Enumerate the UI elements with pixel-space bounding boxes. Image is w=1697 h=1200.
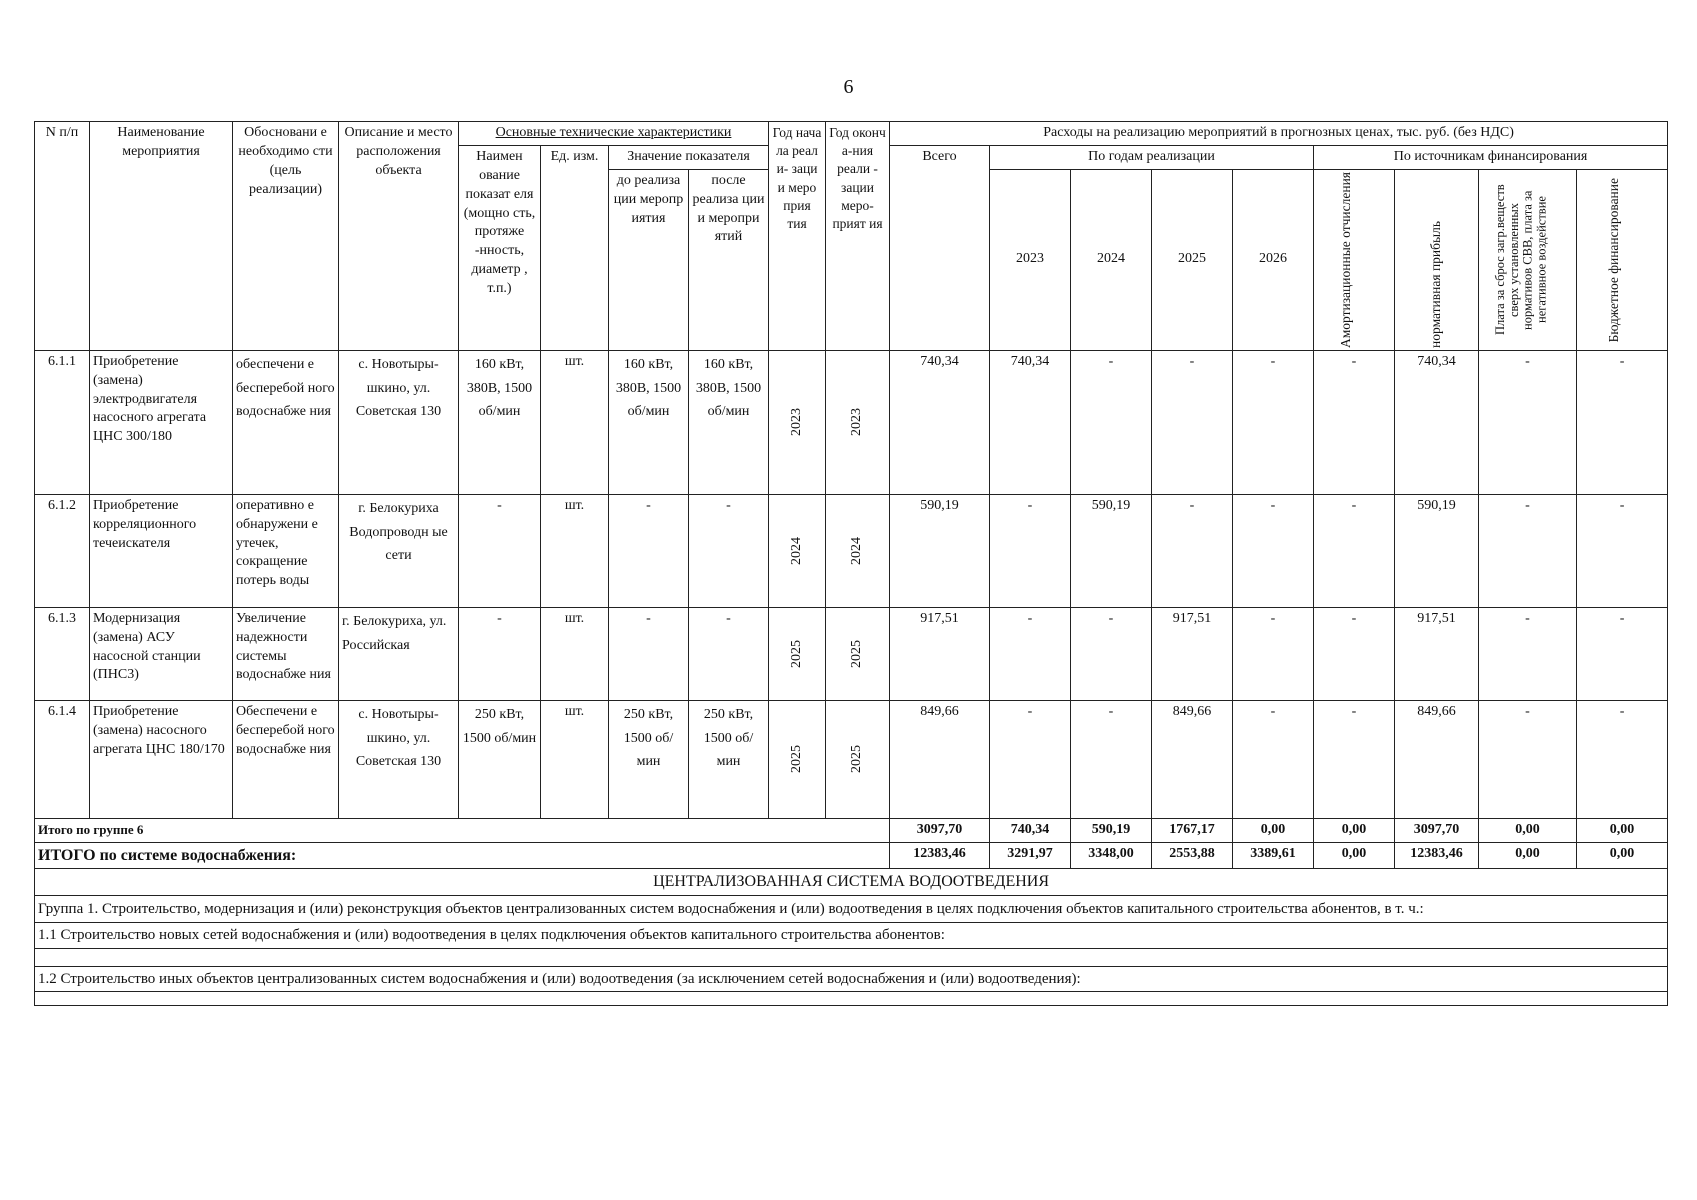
row-y2026: - <box>1233 607 1314 700</box>
sub12-empty-row <box>35 991 1668 1005</box>
header-costs-group: Расходы на реализацию мероприятий в прогнозных ценах, тыс. руб. (без НДС) <box>890 122 1668 146</box>
header-before: до реализа ции меропр иятия <box>609 169 689 350</box>
row-year-start-cell <box>769 494 826 607</box>
row-year-start: 2025 <box>788 639 804 668</box>
row-name: Приобретение (замена) электродвигателя насосного агрегата ЦНС 300/180 <box>90 350 233 494</box>
section-title: ЦЕНТРАЛИЗОВАННАЯ СИСТЕМА ВОДООТВЕДЕНИЯ <box>35 869 1668 896</box>
row-before: 160 кВт, 380В, 1500 об/мин <box>609 350 689 494</box>
row-y2024: - <box>1071 700 1152 818</box>
header-after: после реализа ции и меропри ятий <box>689 169 769 350</box>
row-y2025: 917,51 <box>1152 607 1233 700</box>
header-by-sources: По источникам финансирования <box>1314 145 1668 169</box>
row-year-start: 2024 <box>788 536 804 565</box>
group-total-2024: 590,19 <box>1071 818 1152 842</box>
row-y2026: - <box>1233 494 1314 607</box>
row-unit: шт. <box>541 700 609 818</box>
group-total-2026: 0,00 <box>1233 818 1314 842</box>
row-name: Приобретение (замена) насосного агрегата ЦНС 180/170 <box>90 700 233 818</box>
row-fee: - <box>1479 607 1577 700</box>
row-after: 250 кВт, 1500 об/мин <box>689 700 769 818</box>
row-year-end-cell <box>826 607 890 700</box>
header-tech-group: Основные технические характеристики <box>459 122 769 146</box>
row-y2024: - <box>1071 350 1152 494</box>
row-year-end-cell <box>826 494 890 607</box>
row-y2023: - <box>990 494 1071 607</box>
row-budget: - <box>1577 700 1668 818</box>
row-year-start-cell <box>769 700 826 818</box>
row-year-end: 2023 <box>849 408 865 437</box>
group-total-profit: 3097,70 <box>1395 818 1479 842</box>
row-budget: - <box>1577 350 1668 494</box>
empty-cell <box>35 948 1668 966</box>
header-source-amort-label: Амортизационные отчисления <box>1338 171 1353 348</box>
row-description: с. Новотыры- шкино, ул. Советская 130 <box>339 700 459 818</box>
row-after: 160 кВт, 380В, 1500 об/мин <box>689 350 769 494</box>
header-source-fee-label: Плата за сброс загр.веществ сверх установленных нормативов СВВ, плата за негативное воздействие <box>1492 184 1548 336</box>
row-fee: - <box>1479 700 1577 818</box>
row-amort: - <box>1314 607 1395 700</box>
header-justification: Обосновани е необходимо сти (цель реализации) <box>233 122 339 351</box>
row-num: 6.1.3 <box>35 607 90 700</box>
row-y2023: - <box>990 607 1071 700</box>
row-justification: Обеспечени е бесперебой ного водоснабже ния <box>233 700 339 818</box>
header-num: N п/п <box>35 122 90 351</box>
header-name: Наименование мероприятия <box>90 122 233 351</box>
page-number: 6 <box>843 76 854 98</box>
header-source-amort <box>1314 169 1395 350</box>
system-total-amort: 0,00 <box>1314 842 1395 869</box>
investment-table <box>34 121 1668 1006</box>
group-total-row <box>35 818 1668 842</box>
row-y2026: - <box>1233 350 1314 494</box>
row-amort: - <box>1314 350 1395 494</box>
row-y2023: 740,34 <box>990 350 1071 494</box>
row-justification: Увеличение надежности системы водоснабже ния <box>233 607 339 700</box>
sub11-row <box>35 923 1668 948</box>
row-unit: шт. <box>541 350 609 494</box>
table-row <box>35 350 1668 494</box>
sub12-text: 1.2 Строительство иных объектов централизованных систем водоснабжения и (или) водоотведения (за исключением сетей водоснабжения и (или) водоотведения): <box>35 966 1668 991</box>
header-row-1 <box>35 122 1668 146</box>
group-total-label: Итого по группе 6 <box>35 818 890 842</box>
header-year-2023: 2023 <box>990 169 1071 350</box>
row-profit: 849,66 <box>1395 700 1479 818</box>
row-budget: - <box>1577 494 1668 607</box>
system-total-profit: 12383,46 <box>1395 842 1479 869</box>
row-year-start: 2023 <box>788 408 804 437</box>
empty-cell <box>35 991 1668 1005</box>
table-row <box>35 494 1668 607</box>
system-total-row <box>35 842 1668 869</box>
row-y2026: - <box>1233 700 1314 818</box>
row-tech-name: 250 кВт, 1500 об/мин <box>459 700 541 818</box>
row-num: 6.1.2 <box>35 494 90 607</box>
row-justification: обеспечени е бесперебой ного водоснабже ния <box>233 350 339 494</box>
group1-row <box>35 895 1668 923</box>
section-title-row <box>35 869 1668 896</box>
system-total-fee: 0,00 <box>1479 842 1577 869</box>
row-year-end: 2025 <box>849 745 865 774</box>
row-fee: - <box>1479 494 1577 607</box>
row-year-end-cell <box>826 700 890 818</box>
header-unit: Ед. изм. <box>541 145 609 350</box>
system-total-budget: 0,00 <box>1577 842 1668 869</box>
row-year-end-cell <box>826 350 890 494</box>
header-year-2026: 2026 <box>1233 169 1314 350</box>
row-year-start-cell <box>769 607 826 700</box>
row-description: г. Белокуриха, ул. Российская <box>339 607 459 700</box>
row-after: - <box>689 607 769 700</box>
row-unit: шт. <box>541 607 609 700</box>
row-total: 740,34 <box>890 350 990 494</box>
row-y2023: - <box>990 700 1071 818</box>
row-num: 6.1.1 <box>35 350 90 494</box>
group-total-fee: 0,00 <box>1479 818 1577 842</box>
group-total-sum: 3097,70 <box>890 818 990 842</box>
row-profit: 740,34 <box>1395 350 1479 494</box>
row-budget: - <box>1577 607 1668 700</box>
row-description: г. Белокуриха Водопроводн ые сети <box>339 494 459 607</box>
row-year-start: 2025 <box>788 745 804 774</box>
system-total-2026: 3389,61 <box>1233 842 1314 869</box>
table-row <box>35 607 1668 700</box>
row-profit: 917,51 <box>1395 607 1479 700</box>
table-row <box>35 700 1668 818</box>
header-source-budget <box>1577 169 1668 350</box>
row-tech-name: - <box>459 494 541 607</box>
header-source-profit-label: нормативная прибыль <box>1428 220 1444 348</box>
row-num: 6.1.4 <box>35 700 90 818</box>
row-fee: - <box>1479 350 1577 494</box>
group-total-budget: 0,00 <box>1577 818 1668 842</box>
row-before: 250 кВт, 1500 об/мин <box>609 700 689 818</box>
header-total: Всего <box>890 145 990 350</box>
row-amort: - <box>1314 494 1395 607</box>
group1-text: Группа 1. Строительство, модернизация и (или) реконструкция объектов централизованных систем водоснабжения и (или) водоотведения в целях подключения объектов капитального строительства абонентов, в т. ч.: <box>35 895 1668 923</box>
sub11-empty-row <box>35 948 1668 966</box>
system-total-sum: 12383,46 <box>890 842 990 869</box>
row-total: 590,19 <box>890 494 990 607</box>
header-source-budget-label: Бюджетное финансирование <box>1606 177 1622 342</box>
header-year-start: Год нача ла реал и- заци и меро прия тия <box>769 122 826 351</box>
header-year-end: Год оконч а-ния реали - зации меро- прият ия <box>826 122 890 351</box>
row-y2025: 849,66 <box>1152 700 1233 818</box>
row-y2024: - <box>1071 607 1152 700</box>
row-year-start-cell <box>769 350 826 494</box>
row-year-end: 2025 <box>849 639 865 668</box>
header-year-2024: 2024 <box>1071 169 1152 350</box>
row-justification: оперативно е обнаружени е утечек, сокращение потерь воды <box>233 494 339 607</box>
system-total-2025: 2553,88 <box>1152 842 1233 869</box>
row-name: Модернизация (замена) АСУ насосной станции (ПНС3) <box>90 607 233 700</box>
row-tech-name: 160 кВт, 380В, 1500 об/мин <box>459 350 541 494</box>
row-profit: 590,19 <box>1395 494 1479 607</box>
row-y2024: 590,19 <box>1071 494 1152 607</box>
header-value: Значение показателя <box>609 145 769 169</box>
row-total: 849,66 <box>890 700 990 818</box>
system-total-2023: 3291,97 <box>990 842 1071 869</box>
group-total-2023: 740,34 <box>990 818 1071 842</box>
header-description: Описание и место расположения объекта <box>339 122 459 351</box>
row-total: 917,51 <box>890 607 990 700</box>
row-name: Приобретение корреляционного течеискателя <box>90 494 233 607</box>
header-year-2025: 2025 <box>1152 169 1233 350</box>
system-total-2024: 3348,00 <box>1071 842 1152 869</box>
header-source-fee <box>1479 169 1577 350</box>
row-y2025: - <box>1152 494 1233 607</box>
row-unit: шт. <box>541 494 609 607</box>
row-description: с. Новотыры- шкино, ул. Советская 130 <box>339 350 459 494</box>
row-before: - <box>609 607 689 700</box>
group-total-2025: 1767,17 <box>1152 818 1233 842</box>
row-after: - <box>689 494 769 607</box>
header-tech-name: Наимен ование показат еля (мощно сть, протяже -нность, диаметр , т.п.) <box>459 145 541 350</box>
header-source-profit <box>1395 169 1479 350</box>
row-amort: - <box>1314 700 1395 818</box>
sub11-text: 1.1 Строительство новых сетей водоснабжения и (или) водоотведения в целях подключения объектов капитального строительства абонентов: <box>35 923 1668 948</box>
row-tech-name: - <box>459 607 541 700</box>
sub12-row <box>35 966 1668 991</box>
header-by-years: По годам реализации <box>990 145 1314 169</box>
row-year-end: 2024 <box>849 536 865 565</box>
row-before: - <box>609 494 689 607</box>
group-total-amort: 0,00 <box>1314 818 1395 842</box>
system-total-label: ИТОГО по системе водоснабжения: <box>35 842 890 869</box>
row-y2025: - <box>1152 350 1233 494</box>
